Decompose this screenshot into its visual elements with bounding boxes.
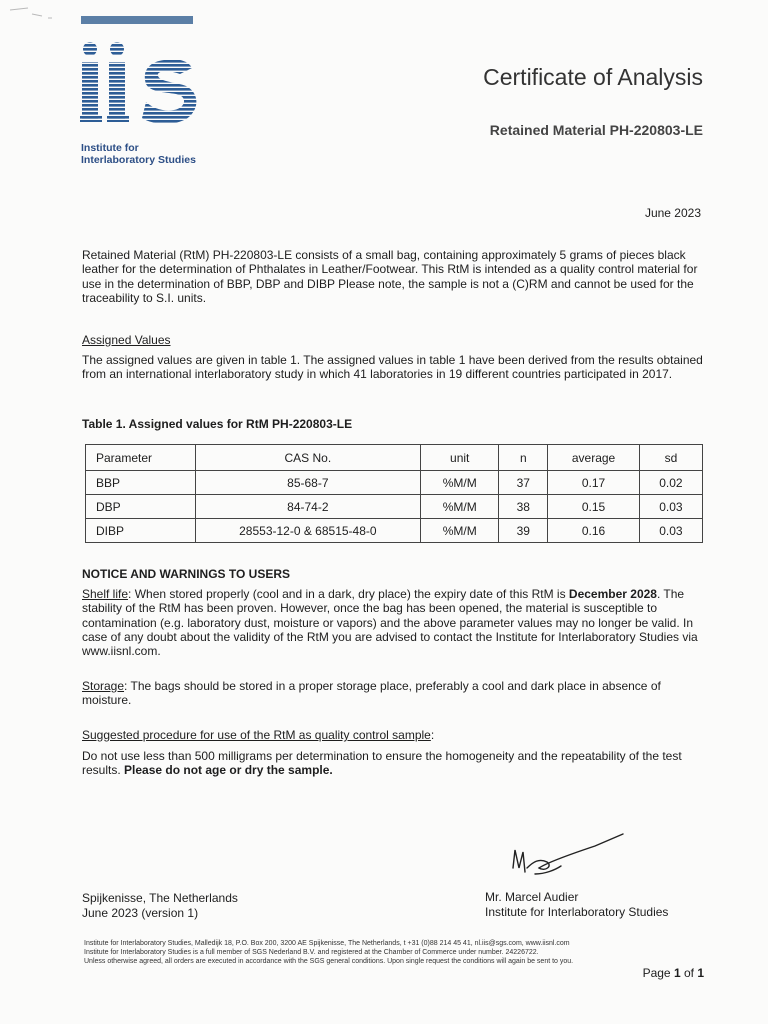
footer-line-2: Institute for Interlaboratory Studies is a full member of SGS Nederland B.V. and registered at the Chamber of Commerce under number. 24226722. bbox=[84, 949, 539, 956]
signer-name: Mr. Marcel Audier bbox=[485, 890, 579, 904]
signature-image bbox=[505, 828, 635, 883]
assigned-values-heading: Assigned Values bbox=[82, 333, 171, 347]
procedure-heading bbox=[82, 728, 704, 742]
institute-line-2: Interlaboratory Studies bbox=[81, 154, 196, 166]
shelf-life-label: Shelf life bbox=[82, 587, 129, 601]
cell-sd: 0.03 bbox=[639, 495, 702, 519]
storage-label: Storage bbox=[82, 679, 125, 693]
procedure-paragraph bbox=[82, 749, 704, 778]
storage-paragraph bbox=[82, 679, 704, 708]
cell-n: 39 bbox=[499, 519, 548, 543]
procedure-heading-text: Suggested procedure for use of the RtM as quality control sample bbox=[82, 728, 431, 742]
table-row bbox=[86, 519, 703, 543]
cell-average: 0.17 bbox=[548, 471, 640, 495]
institute-name bbox=[81, 142, 196, 166]
cell-unit: %M/M bbox=[421, 519, 499, 543]
cell-unit: %M/M bbox=[421, 495, 499, 519]
procedure-colon: : bbox=[430, 728, 435, 742]
logo-top-bar bbox=[81, 16, 193, 24]
assigned-values-table bbox=[85, 444, 703, 543]
page-number bbox=[643, 966, 704, 980]
issue-date: June 2023 bbox=[644, 206, 701, 220]
intro-paragraph: Retained Material (RtM) PH-220803-LE consists of a small bag, containing approximately 5 grams of pieces black leather for the determination of Phthalates in Leather/Footwear. This RtM is intended as a quality control material for use in the determination of BBP, DBP and DIBP Please note, the sample is not a (C)RM and cannot be used for the traceability to S.I. units. bbox=[82, 248, 698, 305]
cell-n: 38 bbox=[499, 495, 548, 519]
scan-mark-icon bbox=[8, 6, 68, 26]
cell-cas: 28553-12-0 & 68515-48-0 bbox=[195, 519, 420, 543]
notice-heading: NOTICE AND WARNINGS TO USERS bbox=[82, 567, 291, 581]
procedure-warning: Please do not age or dry the sample. bbox=[124, 763, 333, 778]
table-row bbox=[86, 495, 703, 519]
col-average: average bbox=[548, 445, 640, 471]
col-parameter: Parameter bbox=[86, 445, 196, 471]
cell-sd: 0.03 bbox=[639, 519, 702, 543]
page-prefix: Page bbox=[642, 966, 674, 980]
signer-organization: Institute for Interlaboratory Studies bbox=[485, 905, 669, 919]
cell-cas: 85-68-7 bbox=[195, 471, 420, 495]
shelf-life-text-2: . The stability of the RtM has been proven. However, once the bag has been opened, the material is susceptible to contamination (e.g. laboratory dust, moisture or vapors) and the above parameter values may no longer be valid. In case of any doubt about the validity of the RtM you are advised to contact the Institute for Interlaboratory Studies via www.iisnl.com. bbox=[82, 587, 698, 659]
page-total: 1 bbox=[697, 966, 704, 980]
table-title: Table 1. Assigned values for RtM PH-220803-LE bbox=[82, 417, 353, 431]
procedure-text: Do not use less than 500 milligrams per determination to ensure the homogeneity and the repeatability of the test results. bbox=[82, 749, 682, 778]
signoff-version: June 2023 (version 1) bbox=[82, 906, 199, 920]
cell-parameter: BBP bbox=[86, 471, 196, 495]
storage-text: : The bags should be stored in a proper storage place, preferably a cool and dark place in absence of moisture. bbox=[82, 679, 661, 708]
table-header-row bbox=[86, 445, 703, 471]
cell-average: 0.16 bbox=[548, 519, 640, 543]
footer-line-3: Unless otherwise agreed, all orders are executed in accordance with the SGS general conditions. Upon single request the conditions will again be sent to you. bbox=[84, 958, 574, 965]
page-of: of bbox=[680, 966, 698, 980]
expiry-date: December 2028 bbox=[568, 587, 657, 601]
certificate-title: Certificate of Analysis bbox=[483, 64, 703, 90]
signoff-place: Spijkenisse, The Netherlands bbox=[82, 891, 238, 905]
cell-cas: 84-74-2 bbox=[195, 495, 420, 519]
table-row bbox=[86, 471, 703, 495]
page-current: 1 bbox=[673, 966, 681, 980]
cell-average: 0.15 bbox=[548, 495, 640, 519]
cell-parameter: DIBP bbox=[86, 519, 196, 543]
cell-n: 37 bbox=[499, 471, 548, 495]
shelf-life-text-1: : When stored properly (cool and in a dark, dry place) the expiry date of this RtM is bbox=[128, 587, 569, 601]
col-sd: sd bbox=[639, 445, 702, 471]
assigned-values-text: The assigned values are given in table 1. The assigned values in table 1 have been derived from the results obtained from an international interlaboratory study in which 41 laboratories in 19 different countries participated in 2017. bbox=[82, 353, 703, 382]
material-subtitle: Retained Material PH-220803-LE bbox=[489, 122, 703, 138]
iis-logo bbox=[80, 40, 200, 125]
cell-unit: %M/M bbox=[421, 471, 499, 495]
col-unit: unit bbox=[421, 445, 499, 471]
col-cas: CAS No. bbox=[195, 445, 420, 471]
cell-parameter: DBP bbox=[86, 495, 196, 519]
footer-line-1: Institute for Interlaboratory Studies, Malledijk 18, P.O. Box 200, 3200 AE Spijkenisse, The Netherlands, t +31 (0)88 214 45 41, nl.iis@sgs.com, www.iisnl.com bbox=[84, 940, 570, 947]
col-n: n bbox=[499, 445, 548, 471]
institute-line-1: Institute for bbox=[81, 142, 139, 154]
shelf-life-paragraph bbox=[82, 587, 704, 658]
cell-sd: 0.02 bbox=[639, 471, 702, 495]
